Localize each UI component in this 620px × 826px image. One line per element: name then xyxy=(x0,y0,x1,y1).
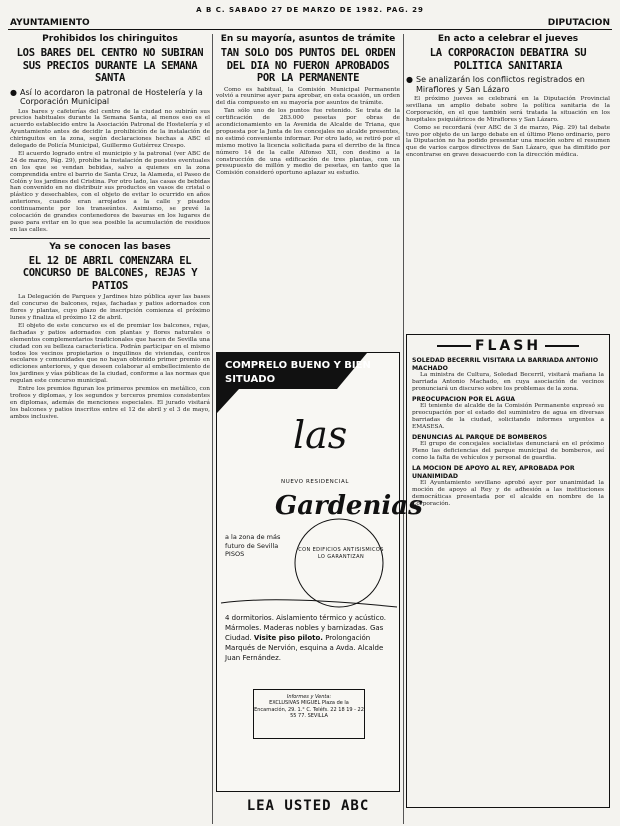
paragraph: Como se recordará (ver ABC de 3 de marzo, Pág. 29) tal debate tuvo por objeto de un largo debate en el último Pleno ordinario, pero la Diputación no ha podido presentar una moción sobre el resumen que de varios cargos directivos de San Lázaro, que ha dimitido por encontrarse en grave desacuerdo con la dirección médica. xyxy=(406,124,610,159)
ad-brand-las: las xyxy=(293,413,348,457)
ad-contact-box xyxy=(253,689,365,739)
paragraph: Entre los premios figuran los primeros premios en metálico, con trofeos y diplomas, y los segundos y terceros premios consistentes en diplomas, además de menciones especiales. El jurado visitará los balcones y patios inscritos entre el 12 de abril y el 3 de mayo, ambos inclusive. xyxy=(10,386,210,420)
ad-contact-body: EXCLUSIVAS MIGUEL Plaza de la Encarnación, 29. 1.° C. Teléfs. 22 18 19 - 22 55 77. SEVILLA xyxy=(254,700,364,720)
paragraph: El objeto de este concurso es el de premiar los balcones, rejas, fachadas y patios adornados con plantas y flores naturales o elementos complementarios tradicionales que hacen de Sevilla una ciudad con su belleza característica. Podrán participar en el mismo todos los vecinos propietarios o inquilinos de viviendas, centros escolares y comunidades que no hayan obtenido primer premio en ediciones anteriores, y que deseen colaborar al embellecimiento de los jardines y vías públicas de la ciudad, conforme a las normas que regulan este concurso municipal. xyxy=(10,322,210,385)
article-body xyxy=(10,294,210,420)
flash-item-head: PREOCUPACION POR EL AGUA xyxy=(412,395,516,403)
article-body xyxy=(406,96,610,159)
article-kicker: Ya se conocen las bases xyxy=(49,241,171,252)
column-divider xyxy=(403,34,404,824)
article-kicker: Prohibidos los chiringuitos xyxy=(42,34,178,44)
article-headline: EL 12 DE ABRIL COMENZARA EL CONCURSO DE BALCONES, REJAS Y PATIOS xyxy=(22,254,198,292)
paragraph: El próximo jueves se celebrará en la Diputación Provincial sevillana un amplio debate sobre la política sanitaria de la Corporación, en el que también será tratada la situación en los hospitales psiquiátricos de Miraflores y San Lázaro. xyxy=(406,96,610,123)
article-body xyxy=(10,109,210,234)
article-kicker: En su mayoría, asuntos de trámite xyxy=(220,34,396,44)
ad-features xyxy=(225,613,395,663)
article-headline: TAN SOLO DOS PUNTOS DEL ORDEN DEL DIA NO FUERON APROBADOS POR LA PERMANENTE xyxy=(220,47,396,84)
ad-contact-title: Informes y Venta: xyxy=(286,694,332,700)
section-label-diputacion: DIPUTACION xyxy=(547,18,610,28)
newspaper-page xyxy=(8,4,612,822)
paragraph: La Delegación de Parques y Jardines hizo pública ayer las bases del concurso de balcones, rejas, fachadas y patios adornados con flores y plantas, cuyo plazo de inscripción comienza el próximo lunes y finaliza el próximo 12 de abril. xyxy=(10,294,210,322)
flash-item-head: SOLEDAD BECERRIL VISITARA LA BARRIADA ANTONIO MACHADO xyxy=(412,357,599,372)
article-headline: LOS BARES DEL CENTRO NO SUBIRAN SUS PRECIOS DURANTE LA SEMANA SANTA xyxy=(16,47,204,84)
flash-item-body: La ministra de Cultura, Soledad Becerril, visitará mañana la barriada Antonio Machado, en cuya asociación de vecinos pronunciará un discurso sobre los problemas de la zona. xyxy=(412,372,604,392)
section-label-ayuntamiento: AYUNTAMIENTO xyxy=(10,18,90,28)
ad-location: Prolongación Marqués de Nervión, esquina a Avda. Alcalde Juan Fernández. xyxy=(225,634,384,662)
flash-item-body: El grupo de concejales socialistas denunciará en el próximo Pleno las deficiencias del parque municipal de bomberos, así como la falta de vehículos y personal de guardia. xyxy=(412,441,604,462)
article-body xyxy=(216,87,400,178)
flash-item-body: El teniente de alcalde de la Comisión Permanente expresó su preocupación por el estado del suministro de agua en diversas barriadas de la ciudad, solicitando informes urgentes a EMASESA. xyxy=(412,403,604,430)
ad-features-list: 4 dormitorios. Aislamiento térmico y acústico. Mármoles. Maderas nobles y barnizadas. Gas Ciudad. xyxy=(225,614,386,642)
article-subhead: ● Se analizarán los conflictos registrados en Miraflores y San Lázaro xyxy=(416,75,610,94)
paragraph: Los bares y cafeterías del centro de la ciudad no subirán sus precios habituales durante la Semana Santa, al menos eso es el acuerdo establecido entre la Asociación Patronal de Hostelería y el Ayuntamiento antes de decidir la prohibición de la instalación de chiringuitos en la zona, según declaraciones hechas a ABC el delegado de Policía Municipal, Guillermo Gutiérrez Crespo. xyxy=(10,108,210,150)
flash-title: FLASH xyxy=(412,338,604,354)
flash-item-head: DENUNCIAS AL PARQUE DE BOMBEROS xyxy=(412,433,548,441)
flash-box xyxy=(406,334,610,808)
ad-brand-gardenias: Gardenias xyxy=(275,491,423,521)
lea-usted-abc: LEA USTED ABC xyxy=(246,798,370,814)
flash-item-head: LA MOCION DE APOYO AL REY, APROBADA POR UNANIMIDAD xyxy=(412,465,575,480)
ad-visit: Visite piso piloto. xyxy=(253,634,323,642)
section-bar xyxy=(8,18,612,30)
paragraph: El acuerdo logrado entre el municipio y la patronal (ver ABC de 24 de marzo, Pág. 29), prohíbe la instalación de puestos eventuales en los que se vendan bebidas, salvo a quienes en la zona comprendida entre el barrio de Santa Cruz, la Alameda, el Paseo de Colón y los jardines del Cristina. Por otro lado, las casas de bebidas han convenido en no distribuir sus productos en vasos de cristal o plástico y desechables, con el objeto de evitar lo ocurrido en años anteriores, cuando eran arrojados a la calle y pisados continuamente por los transeúntes. Asimismo, se prevé la colocación de grandes contenedores de basuras en los lugares de paso para evitar en lo que sea posible la acumulación de residuos en las calles. xyxy=(10,150,210,233)
column-divider xyxy=(212,34,213,824)
ad-headline: COMPRELO BUENO Y BIEN SITUADO xyxy=(225,360,371,385)
paragraph: Tan sólo uno de los puntos fue retenido. Se trata de la certificación de 283.000 pesetas por obras de acondicionamiento en la Avenida de Alcalde de Triana, que propuesta por la Junta de los concejales no alcalde presentes, no estimó conveniente informar. Por otro lado, se retiró por el mismo motivo la licencia solicitada para el derribo de la finca número 14 de la calle Alfonso XII, con destino a la construcción de una edificación de tres plantas, con un presupuesto de millón y medio de pesetas, en tanto que la Comisión consideró oportuno aplazar su estudio. xyxy=(216,108,400,177)
article-headline: LA CORPORACION DEBATIRA SU POLITICA SANITARIA xyxy=(429,47,587,72)
divider xyxy=(10,238,210,239)
ad-sidebar-text: a la zona de más futuro de Sevilla PISOS xyxy=(225,533,281,558)
flash-item-body: El Ayuntamiento sevillano aprobó ayer por unanimidad la moción de apoyo al Rey y de adhesión a las instituciones democráticas presentada por el alcalde en nombre de la Corporación. xyxy=(412,480,604,507)
paragraph: Como es habitual, la Comisión Municipal Permanente volvió a reunirse ayer para aprobar, en esta ocasión, un orden del día compuesto en su mayoría por asuntos de trámite. xyxy=(216,86,400,107)
ad-subbrand: NUEVO RESIDENCIAL xyxy=(281,479,350,485)
column-center xyxy=(216,34,423,824)
column-diputacion xyxy=(406,34,610,824)
ad-circle-text: CON EDIFICIOS ANTISISMICOS LO GARANTIZAN xyxy=(298,547,384,560)
running-head: A B C. SABADO 27 DE MARZO DE 1982. PAG. 29 xyxy=(196,6,424,14)
column-ayuntamiento xyxy=(10,34,210,824)
advertisement-las-gardenias[interactable] xyxy=(216,352,423,792)
article-kicker: En acto a celebrar el jueves xyxy=(437,34,579,44)
article-subhead: ● Así lo acordaron la patronal de Hostelería y la Corporación Municipal xyxy=(20,88,210,107)
